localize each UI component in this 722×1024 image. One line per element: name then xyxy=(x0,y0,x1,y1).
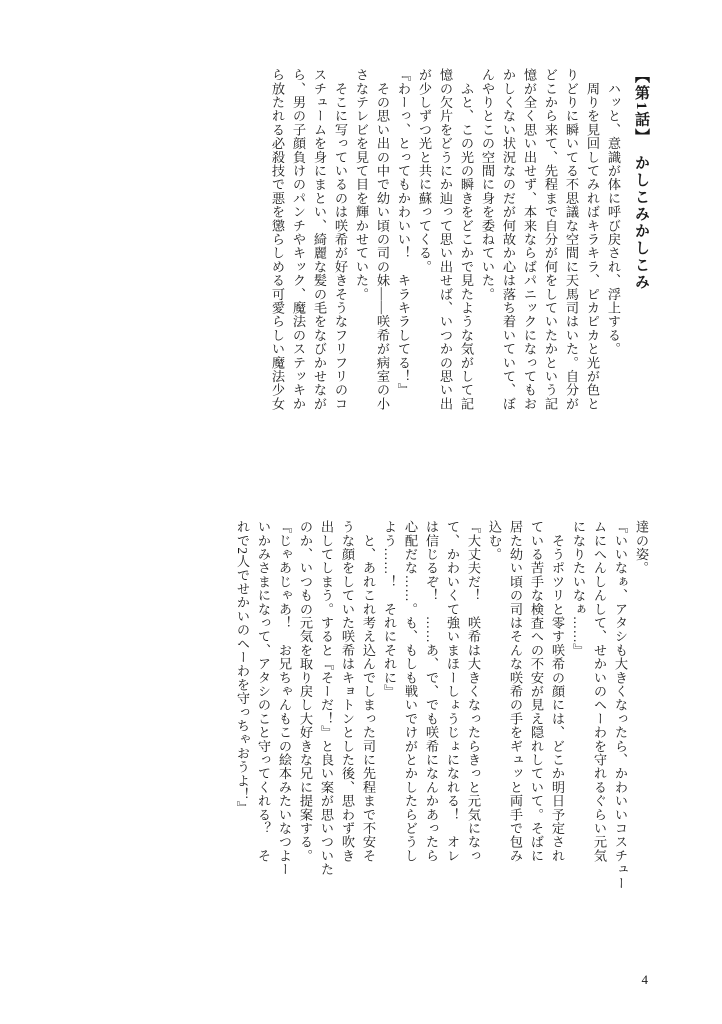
text-column: 込む。 xyxy=(487,520,502,562)
text-column: 憶が全く思い出せず、本来ならばパニックになってもお xyxy=(522,68,537,411)
text-block-upper xyxy=(263,68,648,498)
text-column: と、あれこれ考え込んでしまった司に先程まで不安そ xyxy=(361,520,376,863)
text-column: は信じるぞ！ ……あ、で、でも咲希になんかあったら xyxy=(424,520,439,863)
text-column: て、かわいくて強いまほーしょうじょになれる！ オレ xyxy=(445,520,460,863)
text-column: よう……！ それにそれに』 xyxy=(382,520,397,699)
text-column: 居た幼い頃の司はそんな咲希の手をギュッと両手で包み xyxy=(508,520,523,863)
text-column: が少しずつ光と共に蘇ってくる。 xyxy=(417,68,432,274)
text-column: 『いいなぁ、アタシも大きくなったら、かわいいコスチュー xyxy=(613,520,628,890)
text-column: ふと、この光の瞬きをどこかで見たような気がして記 xyxy=(459,68,474,411)
text-column: ら放たれる必殺技で悪を懲らしめる可愛らしい魔法少女 xyxy=(270,68,285,411)
text-column: いかみさまになって、アタシのこと守ってくれる？ そ xyxy=(256,520,271,863)
text-column: 『わーっ、とってもかわいい！ キラキラしてる！』 xyxy=(396,68,411,397)
text-column: どこから来て、先程まで自分が何をしていたかという記 xyxy=(543,68,558,411)
text-column: りどりに瞬いてる不思議な空間に天馬司はいた。自分が xyxy=(564,68,579,411)
text-column: 達の姿。 xyxy=(634,520,649,575)
text-column: 心配だな……。も、もしも戦いでけがとかしたらどうし xyxy=(403,520,418,863)
text-column: ハッと、意識が体に呼び戻され、浮上する。 xyxy=(606,68,621,356)
text-column: うな顔をしていた咲希はキョトンとした後、思わず吹き xyxy=(340,520,355,863)
text-column: スチュームを身にまとい、綺麗な髪の毛をなびかせなが xyxy=(312,68,327,411)
text-column: 『大丈夫だ！ 咲希は大きくなったらきっと元気になっ xyxy=(466,520,481,863)
text-column: 出してしまう。すると『そーだ！』と良い案が思いついた xyxy=(319,520,334,877)
text-column: 『じゃあじゃあ！ お兄ちゃんもこの絵本みたいなつよー xyxy=(277,520,292,877)
chapter-heading: 【第1話】 かしこみかしこみ xyxy=(633,68,649,291)
page-number: 4 xyxy=(641,972,648,987)
text-block-lower xyxy=(228,520,648,950)
text-column: かしくない状況なのだが何故か心は落ち着いていて、ぼ xyxy=(501,68,516,411)
text-column: のか、いつもの元気を取り戻し大好きな兄に提案する。 xyxy=(298,520,313,863)
text-column: ムにへんしんして、せかいのヘーわを守れるぐらい元気 xyxy=(592,520,607,863)
text-column: になりたいなぁ……』 xyxy=(571,520,586,657)
text-column: そうポツリと零す咲希の顔には、どこか明日予定され xyxy=(550,520,565,863)
text-column: そこに写っているのは咲希が好きそうなフリフリのコ xyxy=(333,68,348,411)
text-column: 憶の欠片をどうにか辿って思い出せば、いつかの思い出 xyxy=(438,68,453,411)
text-column: さなテレビを見て目を輝かせていた。 xyxy=(354,68,369,301)
text-column: その思い出の中で幼い頃の司の妹——咲希が病室の小 xyxy=(375,68,390,411)
text-column: ら、男の子顔負けのパンチやキック、魔法のステッキか xyxy=(291,68,306,411)
text-column: 周りを見回してみればキラキラ、ピカピカと光が色と xyxy=(585,68,600,411)
text-column: んやりとこの空間に身を委ねていた。 xyxy=(480,68,495,301)
text-column: ている苦手な検査への不安が見え隠れしていて。そばに xyxy=(529,520,544,863)
text-column: れで2人でせかいのヘーわを守っちゃおうよ！』 xyxy=(235,520,250,815)
